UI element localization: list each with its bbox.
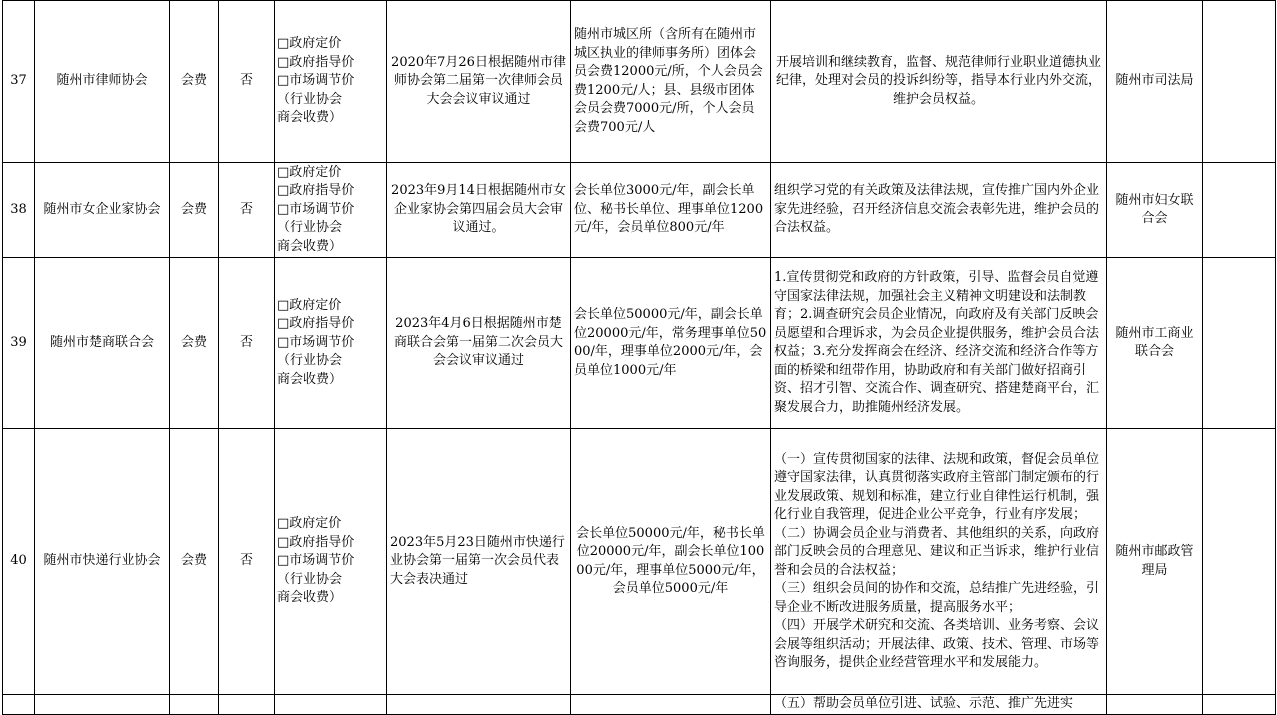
fee-table xyxy=(2,0,1276,715)
fee-standard: 会长单位50000元/年，秘书长单位20000元/年，副会长单位10000元/年，理事单位5000元/年，会员单位5000元/年 xyxy=(571,429,771,695)
empty-cell xyxy=(1203,258,1276,429)
flag-value: 否 xyxy=(219,258,275,429)
service-content: 开展培训和继续教育，监督、规范律师行业职业道德执业纪律，处理对会员的投诉纠纷等，指导本行业内外交流，维护会员权益。 xyxy=(771,1,1107,163)
approval-basis: 2023年4月6日根据随州市楚商联合会第一届第二次会员大会会议审议通过 xyxy=(387,258,571,429)
fee-standard: 随州市城区所（含所有在随州市城区执业的律师事务所）团体会员会费12000元/所，个人会员会费1200元/人；县、县级市团体会员会费7000元/所，个人会员会费700元/人 xyxy=(571,1,771,163)
pricing-option: （行业协会 xyxy=(277,91,343,107)
service-content: 组织学习党的有关政策及法律法规，宣传推广国内外企业家先进经验，召开经济信息交流会表彰先进，维护会员的合法权益。 xyxy=(771,163,1107,258)
pricing-option: □政府指导价 xyxy=(277,534,355,550)
table-row xyxy=(3,1,1276,163)
pricing-option: □政府定价 xyxy=(277,516,342,532)
table-row xyxy=(3,163,1276,258)
fee-type: 会费 xyxy=(170,1,219,163)
organization-name: 随州市律师协会 xyxy=(35,1,170,163)
row-number: 38 xyxy=(3,163,35,258)
service-content-paragraph: （三）组织会员间的协作和交流，总结推广先进经验，引导企业不断改进服务质量，提高服务水平； xyxy=(774,581,1100,615)
approval-basis: 2023年5月23日随州市快递行业协会第一届第一次会员代表大会表决通过 xyxy=(387,429,571,695)
pricing-option: □政府指导价 xyxy=(277,54,355,70)
pricing-options xyxy=(275,163,387,258)
pricing-option: （行业协会 xyxy=(277,353,343,369)
supervising-department: 随州市工商业联合会 xyxy=(1107,258,1203,429)
pricing-option: （行业协会 xyxy=(277,220,343,236)
service-content-partial: （五）帮助会员单位引进、试验、示范、推广先进实 xyxy=(771,695,1107,715)
organization-name: 随州市快递行业协会 xyxy=(35,429,170,695)
service-content xyxy=(771,429,1107,695)
flag-value: 否 xyxy=(219,429,275,695)
pricing-option: □市场调节价 xyxy=(277,73,355,89)
pricing-options xyxy=(275,1,387,163)
pricing-option: 商会收费） xyxy=(277,371,343,387)
table-row xyxy=(3,429,1276,695)
pricing-option: □政府指导价 xyxy=(277,316,355,332)
row-number: 39 xyxy=(3,258,35,429)
pricing-options xyxy=(275,429,387,695)
fee-type: 会费 xyxy=(170,163,219,258)
supervising-department: 随州市邮政管理局 xyxy=(1107,429,1203,695)
supervising-department: 随州市妇女联合会 xyxy=(1107,163,1203,258)
flag-value: 否 xyxy=(219,163,275,258)
service-content: 1.宣传贯彻党和政府的方针政策，引导、监督会员自觉遵守国家法律法规，加强社会主义精神文明建设和法制教育；2.调查研究会员企业情况，向政府及有关部门反映会员愿望和合理诉求，为会员企业提供服务，维护会员合法权益；3.充分发挥商会在经济、经济交流和经济合作等方面的桥梁和纽带作用，协助政府和有关部门做好招商引资、招才引智、交流合作、调查研究、搭建楚商平台，汇聚发展合力，助推随州经济发展。 xyxy=(771,258,1107,429)
empty-cell xyxy=(1107,695,1203,715)
supervising-department: 随州市司法局 xyxy=(1107,1,1203,163)
empty-cell xyxy=(1203,695,1276,715)
service-content-paragraph: （二）协调会员企业与消费者、其他组织的关系，向政府部门反映会员的合理意见、建议和正当诉求，维护行业信誉和会员的合法权益； xyxy=(774,525,1100,578)
empty-cell xyxy=(387,695,571,715)
pricing-option: 商会收费） xyxy=(277,590,343,606)
pricing-option: □市场调节价 xyxy=(277,553,355,569)
empty-cell xyxy=(275,695,387,715)
empty-cell xyxy=(1203,163,1276,258)
pricing-option: □政府定价 xyxy=(277,297,342,313)
flag-value: 否 xyxy=(219,1,275,163)
row-number: 37 xyxy=(3,1,35,163)
fee-standard: 会长单位3000元/年，副会长单位、秘书长单位、理事单位1200元/年，会员单位800元/年 xyxy=(571,163,771,258)
pricing-option: 商会收费） xyxy=(277,110,343,126)
table-row-partial xyxy=(3,695,1276,715)
pricing-option: □政府定价 xyxy=(277,36,342,52)
pricing-option: □市场调节价 xyxy=(277,201,355,217)
pricing-options xyxy=(275,258,387,429)
empty-cell xyxy=(35,695,170,715)
service-content-paragraph: （一）宣传贯彻国家的法律、法规和政策，督促会员单位遵守国家法律，认真贯彻落实政府主管部门制定颁布的行业发展政策、规划和标准，建立行业自律性运行机制，强化行业自我管理，促进企业公平竞争，行业有序发展； xyxy=(774,451,1100,522)
pricing-option: □政府指导价 xyxy=(277,183,355,199)
approval-basis: 2020年7月26日根据随州市律师协会第二届第一次律师会员大会会议审议通过 xyxy=(387,1,571,163)
pricing-option: □政府定价 xyxy=(277,164,342,180)
empty-cell xyxy=(571,695,771,715)
pricing-option: 商会收费） xyxy=(277,238,343,254)
table-row xyxy=(3,258,1276,429)
empty-cell xyxy=(3,695,35,715)
empty-cell xyxy=(1203,429,1276,695)
organization-name: 随州市女企业家协会 xyxy=(35,163,170,258)
fee-type: 会费 xyxy=(170,429,219,695)
empty-cell xyxy=(1203,1,1276,163)
empty-cell xyxy=(219,695,275,715)
pricing-option: （行业协会 xyxy=(277,571,343,587)
approval-basis: 2023年9月14日根据随州市女企业家协会第四届会员大会审议通过。 xyxy=(387,163,571,258)
service-content-paragraph: （四）开展学术研究和交流、各类培训、业务考察、会议会展等组织活动；开展法律、政策、技术、管理、市场等咨询服务，提供企业经营管理水平和发展能力。 xyxy=(774,618,1100,670)
fee-type: 会费 xyxy=(170,258,219,429)
fee-standard: 会长单位50000元/年，副会长单位20000元/年，常务理事单位5000/年，理事单位2000元/年，会员单位1000元/年 xyxy=(571,258,771,429)
organization-name: 随州市楚商联合会 xyxy=(35,258,170,429)
row-number: 40 xyxy=(3,429,35,695)
pricing-option: □市场调节价 xyxy=(277,334,355,350)
empty-cell xyxy=(170,695,219,715)
